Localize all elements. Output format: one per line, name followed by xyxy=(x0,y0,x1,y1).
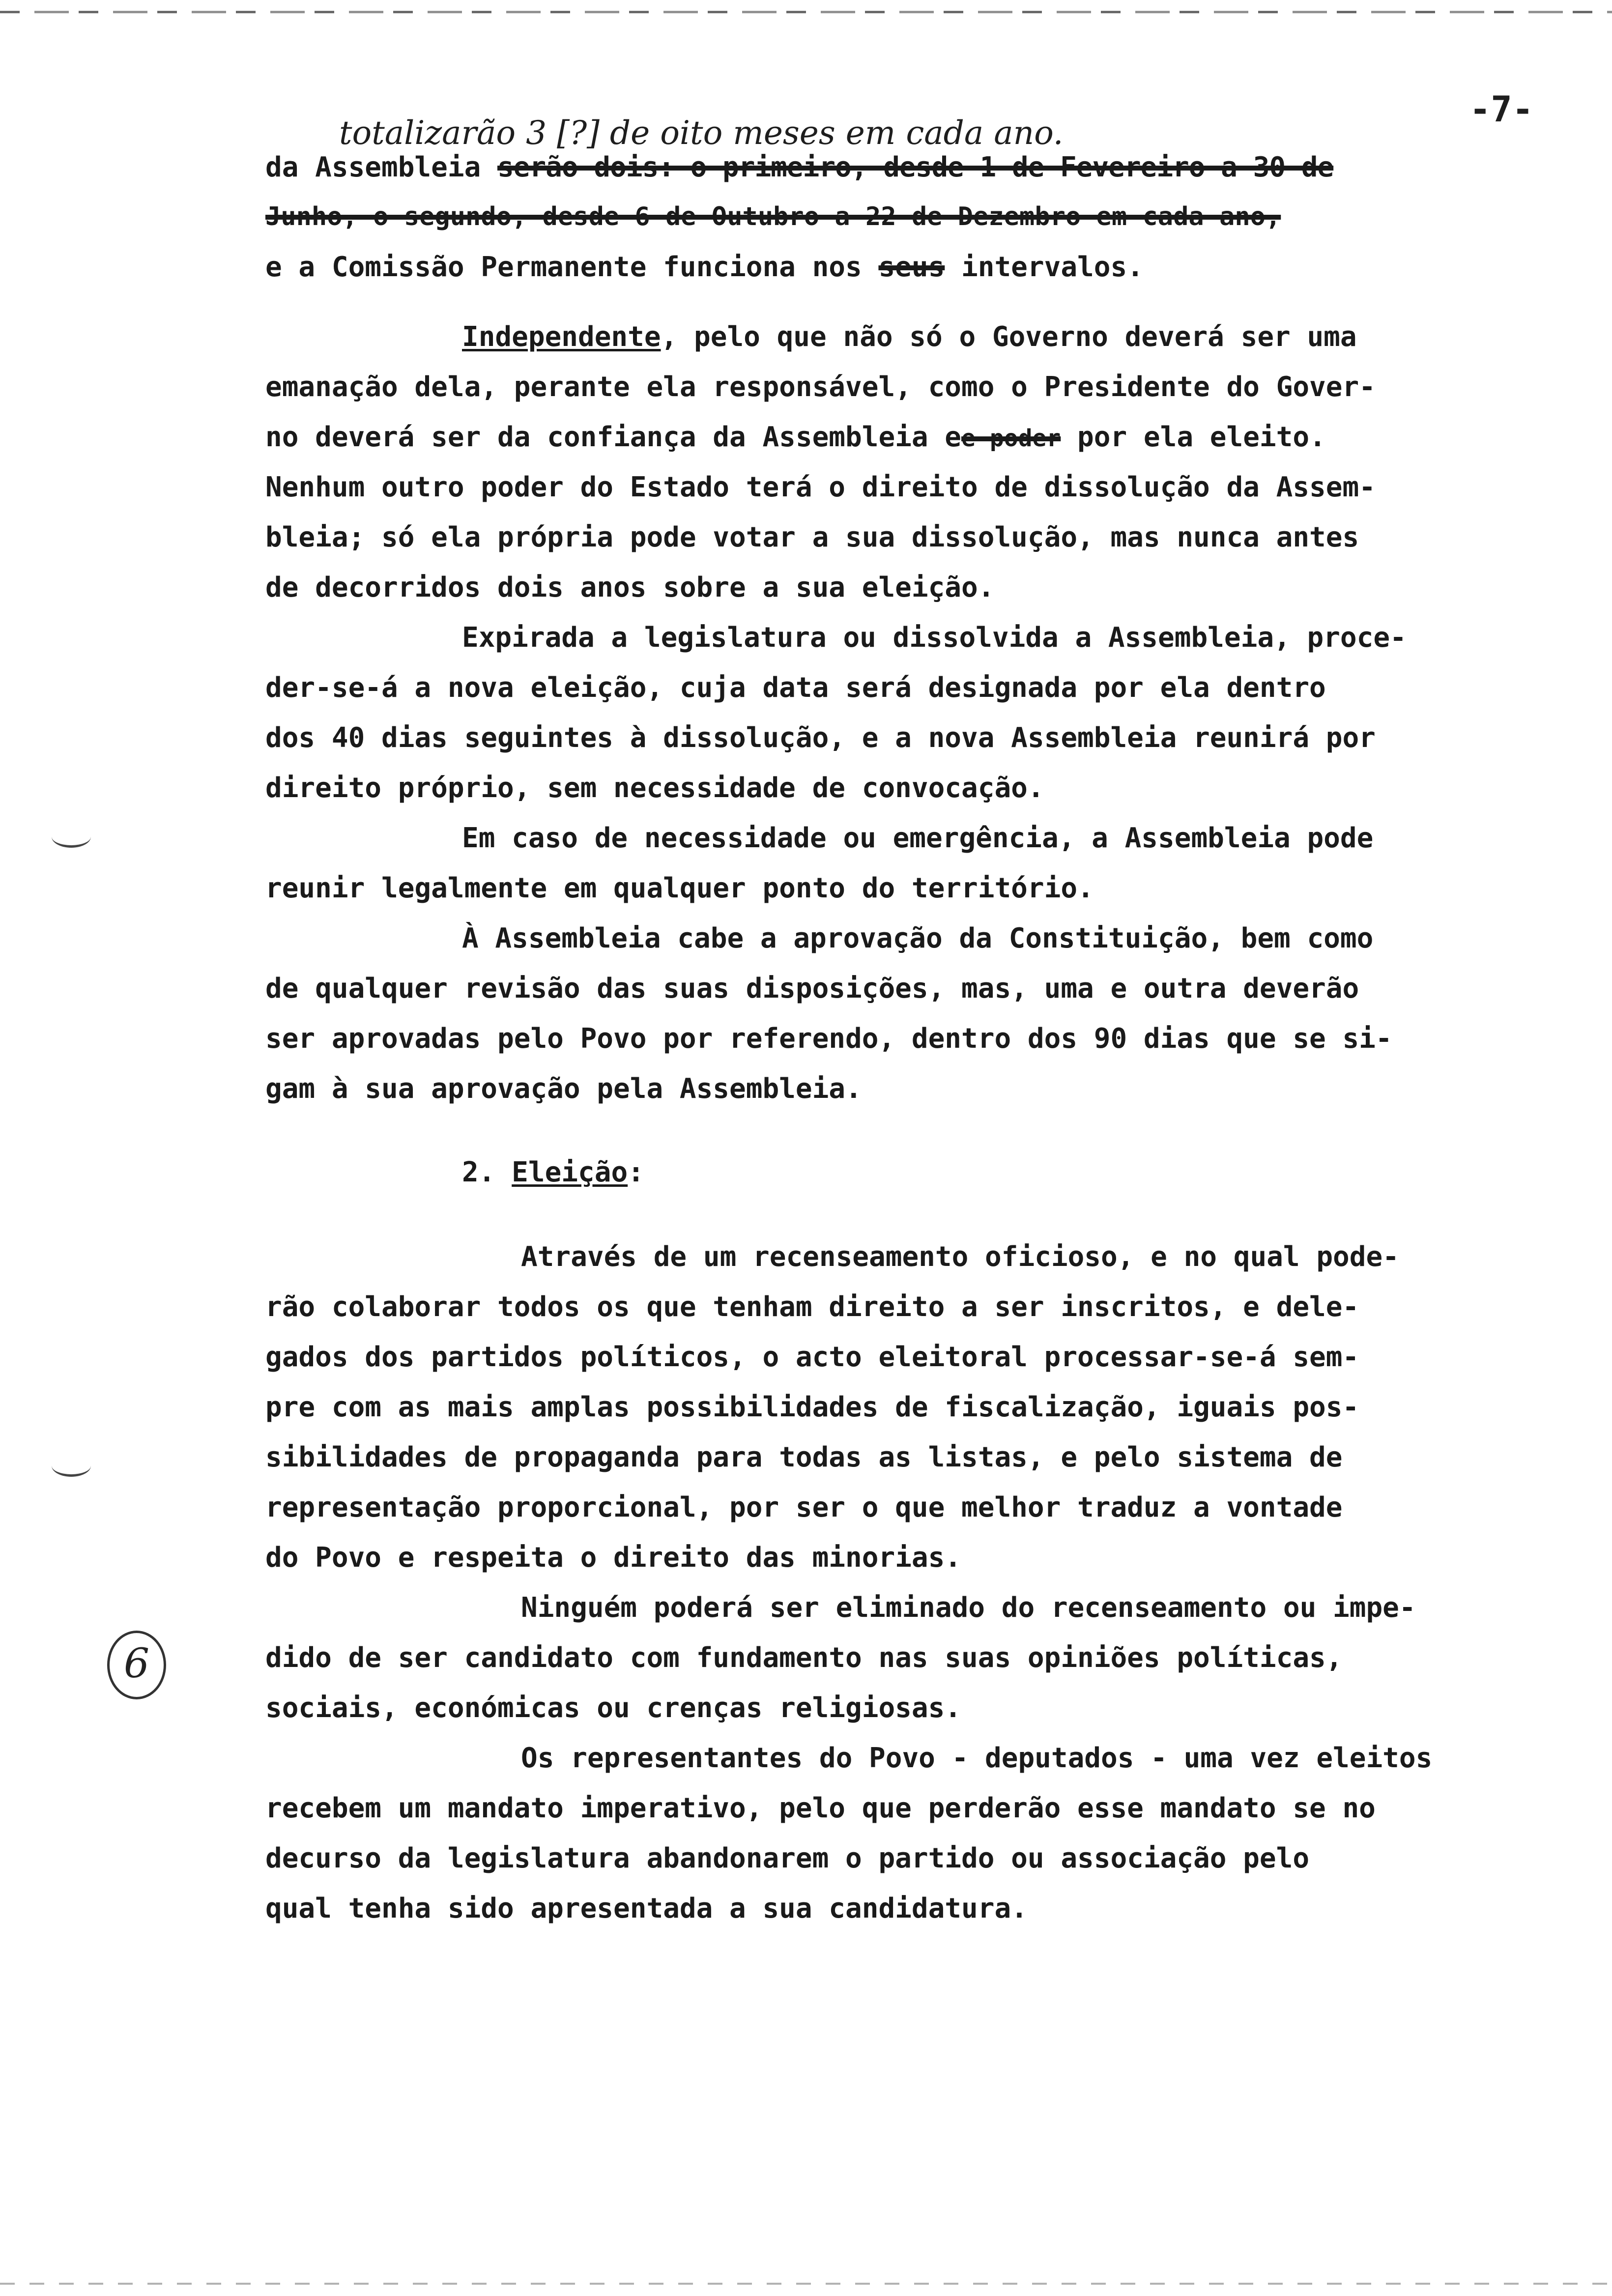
text-line xyxy=(265,1640,1612,1676)
text-segment: sociais, económicas ou crenças religiosas. xyxy=(265,1692,962,1724)
text-line xyxy=(265,520,1612,556)
text-segment: pre com as mais amplas possibilidades de fiscalização, iguais pos- xyxy=(265,1391,1359,1423)
text-line xyxy=(265,1071,1612,1107)
text-segment: decurso da legislatura abandonarem o partido ou associação pelo xyxy=(265,1842,1310,1874)
text-line xyxy=(265,670,1612,706)
text-line xyxy=(265,420,1612,456)
text-segment: gados dos partidos políticos, o acto eleitoral processar-se-á sem- xyxy=(265,1341,1359,1373)
text-segment: Nenhum outro poder do Estado terá o direito de dissolução da Assem- xyxy=(265,471,1376,503)
text-line xyxy=(265,150,1612,186)
text-segment: direito próprio, sem necessidade de convocação. xyxy=(265,772,1044,804)
text-line xyxy=(265,1440,1612,1476)
handwritten-note: totalizarão 3 [?] de oito meses em cada ano. xyxy=(339,114,1064,152)
struck-text: Junho, o segundo, desde 6 de Outubro a 22 de Dezembro em cada ano, xyxy=(265,202,1281,231)
scan-edge-bottom xyxy=(0,2283,1612,2285)
text-line xyxy=(462,921,1612,957)
text-line xyxy=(265,1340,1612,1376)
margin-arc-mark xyxy=(52,826,91,848)
section-number: 2. xyxy=(462,1156,512,1188)
text-line xyxy=(265,1791,1612,1827)
text-segment: por ela eleito. xyxy=(1061,421,1326,453)
text-line xyxy=(265,1891,1612,1927)
text-segment: de decorridos dois anos sobre a sua eleição. xyxy=(265,572,995,603)
section-colon: : xyxy=(628,1156,644,1188)
text-segment: emanação dela, perante ela responsável, como o Presidente do Gover- xyxy=(265,371,1376,403)
text-segment: Ninguém poderá ser eliminado do recenseamento ou impe- xyxy=(521,1592,1416,1624)
text-segment: Expirada a legislatura ou dissolvida a Assembleia, proce- xyxy=(462,622,1407,654)
text-line xyxy=(265,1691,1612,1726)
text-segment: dos 40 dias seguintes à dissolução, e a nova Assembleia reunirá por xyxy=(265,722,1376,754)
text-line xyxy=(265,250,1612,286)
text-segment: no deverá ser da confiança da Assembleia e xyxy=(265,421,962,453)
text-segment: qual tenha sido apresentada a sua candidatura. xyxy=(265,1893,1028,1924)
text-line xyxy=(265,570,1612,606)
text-line xyxy=(521,1741,1612,1777)
text-segment: der-se-á a nova eleição, cuja data será designada por ela dentro xyxy=(265,672,1326,704)
text-line xyxy=(521,1590,1612,1626)
underlined-term: Independente xyxy=(462,321,661,353)
text-line xyxy=(462,319,1612,355)
text-segment: , pelo que não só o Governo deverá ser uma xyxy=(661,321,1357,353)
text-segment: À Assembleia cabe a aprovação da Constituição, bem como xyxy=(462,922,1374,954)
text-segment: da Assembleia xyxy=(265,151,498,183)
text-segment: ser aprovadas pelo Povo por referendo, dentro dos 90 dias que se si- xyxy=(265,1023,1392,1055)
text-line xyxy=(265,971,1612,1007)
text-segment: intervalos. xyxy=(945,251,1144,283)
text-segment: reunir legalmente em qualquer ponto do território. xyxy=(265,872,1094,904)
section-title: Eleição xyxy=(512,1156,628,1188)
text-segment: representação proporcional, por ser o que melhor traduz a vontade xyxy=(265,1492,1343,1523)
text-segment: Os representantes do Povo - deputados - uma vez eleitos xyxy=(521,1742,1433,1774)
margin-circled-number: 6 xyxy=(107,1631,166,1699)
page-number: -7- xyxy=(1469,88,1534,130)
text-segment: sibilidades de propaganda para todas as listas, e pelo sistema de xyxy=(265,1441,1343,1473)
text-line xyxy=(265,470,1612,506)
text-line xyxy=(265,1290,1612,1325)
text-segment: Em caso de necessidade ou emergência, a Assembleia pode xyxy=(462,822,1374,854)
margin-arc-mark xyxy=(52,1455,91,1477)
text-segment: Através de um recenseamento oficioso, e no qual pode- xyxy=(521,1241,1399,1273)
text-line xyxy=(265,1021,1612,1057)
text-segment: bleia; só ela própria pode votar a sua dissolução, mas nunca antes xyxy=(265,521,1359,553)
text-line xyxy=(265,720,1612,756)
text-line xyxy=(462,821,1612,857)
struck-text: e poder xyxy=(961,425,1061,452)
struck-text: serão dois: o primeiro, desde 1 de Fevereiro a 30 de xyxy=(497,151,1334,183)
text-segment: dido de ser candidato com fundamento nas suas opiniões políticas, xyxy=(265,1642,1343,1674)
text-segment: e a Comissão Permanente funciona nos xyxy=(265,251,879,283)
text-line xyxy=(265,1841,1612,1877)
struck-text: seus xyxy=(878,251,945,283)
scan-edge-top xyxy=(0,11,1612,13)
text-line xyxy=(265,1490,1612,1526)
text-line xyxy=(265,370,1612,405)
text-segment: do Povo e respeita o direito das minorias. xyxy=(265,1542,962,1574)
text-segment: rão colaborar todos os que tenham direito a ser inscritos, e dele- xyxy=(265,1291,1359,1323)
text-line xyxy=(265,1390,1612,1426)
section-heading xyxy=(462,1155,1612,1191)
text-line xyxy=(265,201,1612,234)
text-line xyxy=(265,1540,1612,1576)
text-segment: de qualquer revisão das suas disposições, mas, uma e outra deverão xyxy=(265,973,1359,1004)
text-line xyxy=(521,1239,1612,1275)
text-segment: gam à sua aprovação pela Assembleia. xyxy=(265,1073,862,1105)
text-line xyxy=(265,871,1612,907)
text-line xyxy=(265,771,1612,806)
text-line xyxy=(462,620,1612,656)
text-segment: recebem um mandato imperativo, pelo que perderão esse mandato se no xyxy=(265,1792,1376,1824)
